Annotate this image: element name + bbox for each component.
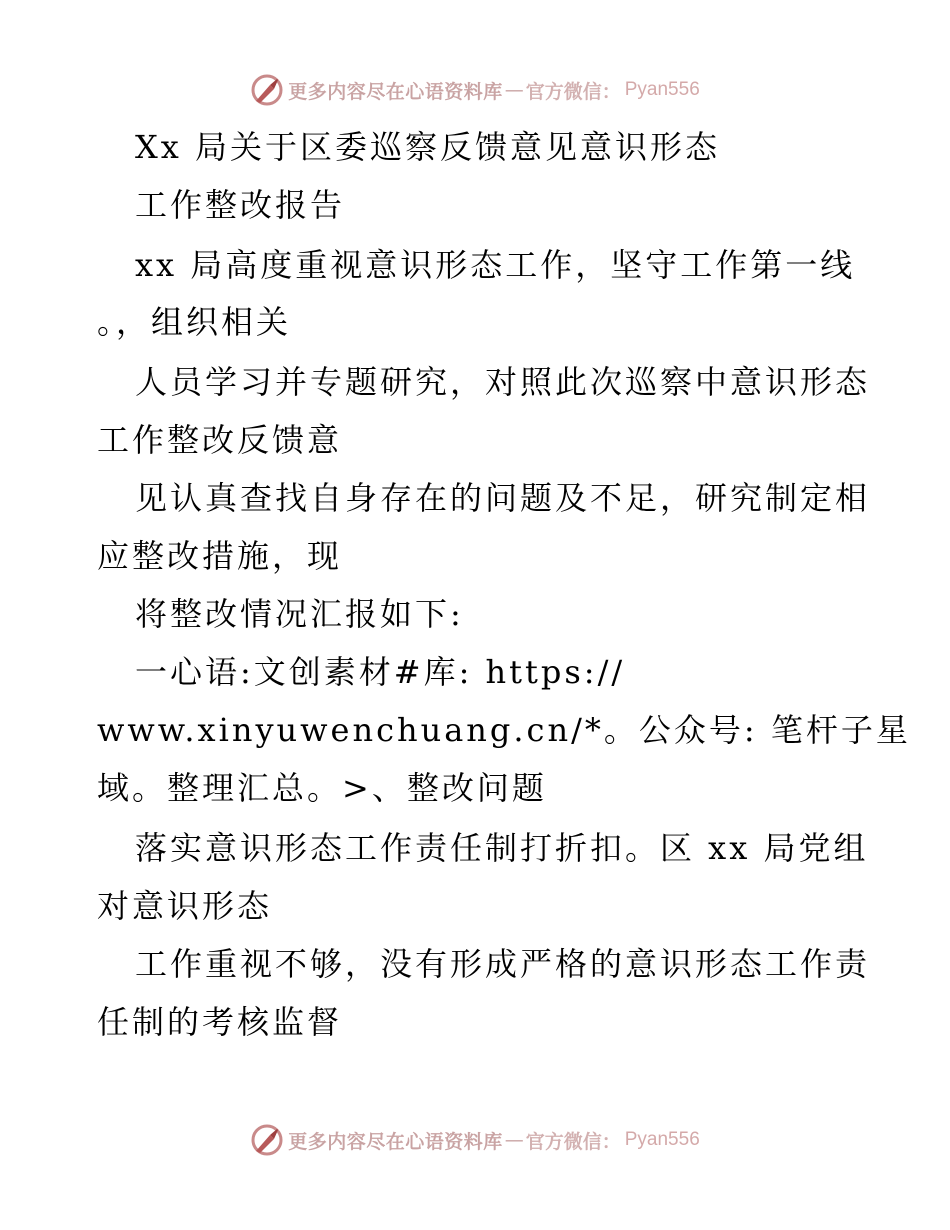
watermark-text: 更多内容尽在心语资料库 <box>288 80 503 103</box>
doc-line: 工作重视不够，没有形成严格的意识形态工作责 <box>135 945 871 983</box>
doc-line: www.xinyuwenchuang.cn/*。公众号: 笔杆子星 <box>97 711 911 749</box>
doc-line: 一心语:文创素材#库: https:// <box>135 653 626 691</box>
doc-line: 落实意识形态工作责任制打折扣。区 xx 局党组 <box>135 829 869 867</box>
footer-watermark <box>0 1120 950 1160</box>
watermark-wechat-id: Pyan556 <box>624 1129 700 1150</box>
doc-line: 任制的考核监督 <box>97 1003 343 1041</box>
header-watermark <box>0 70 950 110</box>
doc-line: 人员学习并专题研究，对照此次巡察中意识形态 <box>135 363 871 401</box>
watermark-dash: — <box>504 1129 524 1151</box>
watermark-official-label: 官方微信： <box>525 1130 621 1153</box>
doc-line: 域。整理汇总。>、整改问题 <box>97 769 547 807</box>
watermark-official-label: 官方微信： <box>525 80 621 103</box>
doc-line: 将整改情况汇报如下: <box>135 595 464 633</box>
watermark-text: 更多内容尽在心语资料库 <box>288 1130 503 1153</box>
watermark-dash: — <box>504 79 524 101</box>
doc-title-line-1: Xx 局关于区委巡察反馈意见意识形态 <box>135 128 721 166</box>
pen-logo-icon <box>250 1123 284 1157</box>
watermark-wechat-id: Pyan556 <box>624 79 700 100</box>
pen-logo-icon <box>250 73 284 107</box>
doc-line: 工作整改反馈意 <box>97 421 343 459</box>
doc-line: 应整改措施，现 <box>97 537 343 575</box>
doc-line: 。，组织相关 <box>97 303 292 341</box>
doc-line: xx 局高度重视意识形态工作，坚守工作第一线 <box>135 246 856 284</box>
doc-line: 见认真查找自身存在的问题及不足，研究制定相 <box>135 479 871 517</box>
doc-title-line-2: 工作整改报告 <box>135 186 346 224</box>
doc-line: 对意识形态 <box>97 887 273 925</box>
